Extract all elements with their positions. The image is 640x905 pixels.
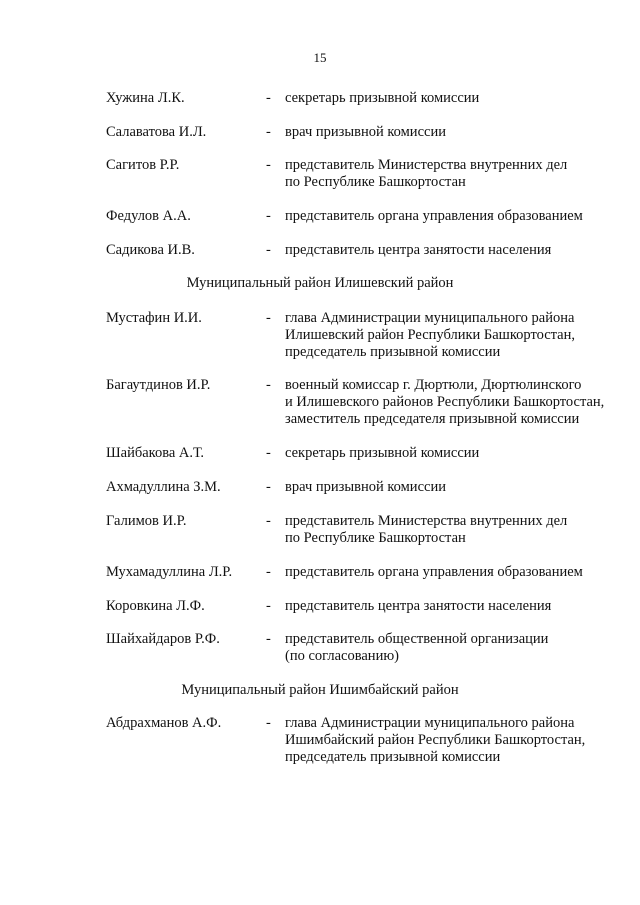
member-role: представитель центра занятости населения (285, 242, 552, 258)
dash: - (266, 124, 271, 140)
dash: - (266, 208, 271, 224)
dash: - (266, 513, 271, 529)
member-role: глава Администрации муниципального района Илишевский район Республики Башкортостан, председатель призывной комиссии (285, 310, 575, 360)
member-name: Галимов И.Р. (106, 513, 187, 529)
dash: - (266, 631, 271, 647)
member-role: секретарь призывной комиссии (285, 445, 480, 461)
member-name: Сагитов Р.Р. (106, 157, 180, 173)
dash: - (266, 242, 271, 258)
member-name: Коровкина Л.Ф. (106, 598, 205, 614)
member-name: Хужина Л.К. (106, 90, 185, 106)
member-role: врач призывной комиссии (285, 124, 446, 140)
member-role: представитель органа управления образованием (285, 208, 583, 224)
member-name: Мухамадуллина Л.Р. (106, 564, 233, 580)
dash: - (266, 377, 271, 393)
dash: - (266, 715, 271, 731)
dash: - (266, 90, 271, 106)
section-heading: Муниципальный район Илишевский район (186, 275, 454, 291)
member-role: представитель Министерства внутренних дел по Республике Башкортостан (285, 513, 568, 546)
member-name: Садикова И.В. (106, 242, 195, 258)
page-number: 15 (313, 50, 327, 65)
dash: - (266, 157, 271, 173)
dash: - (266, 598, 271, 614)
dash: - (266, 479, 271, 495)
dash: - (266, 564, 271, 580)
dash: - (266, 445, 271, 461)
member-name: Багаутдинов И.Р. (106, 377, 211, 393)
member-role: глава Администрации муниципального района Ишимбайский район Республики Башкортостан, председатель призывной комиссии (285, 715, 586, 765)
member-role: представитель органа управления образованием (285, 564, 583, 580)
member-name: Шайбакова А.Т. (106, 445, 205, 461)
member-role: секретарь призывной комиссии (285, 90, 480, 106)
member-name: Мустафин И.И. (106, 310, 202, 326)
member-role: представитель Министерства внутренних дел по Республике Башкортостан (285, 157, 568, 190)
member-role: врач призывной комиссии (285, 479, 446, 495)
dash: - (266, 310, 271, 326)
member-role: представитель общественной организации (по согласованию) (285, 631, 549, 664)
member-role: военный комиссар г. Дюртюли, Дюртюлинского и Илишевского районов Республики Башкортостан, заместитель председателя призывной комиссии (285, 377, 605, 427)
member-name: Абдрахманов А.Ф. (106, 715, 222, 731)
member-role: представитель центра занятости населения (285, 598, 552, 614)
member-name: Шайхайдаров Р.Ф. (106, 631, 220, 647)
member-name: Салаватова И.Л. (106, 124, 207, 140)
member-name: Ахмадуллина З.М. (106, 479, 221, 495)
section-heading: Муниципальный район Ишимбайский район (181, 682, 459, 698)
member-name: Федулов А.А. (106, 208, 191, 224)
